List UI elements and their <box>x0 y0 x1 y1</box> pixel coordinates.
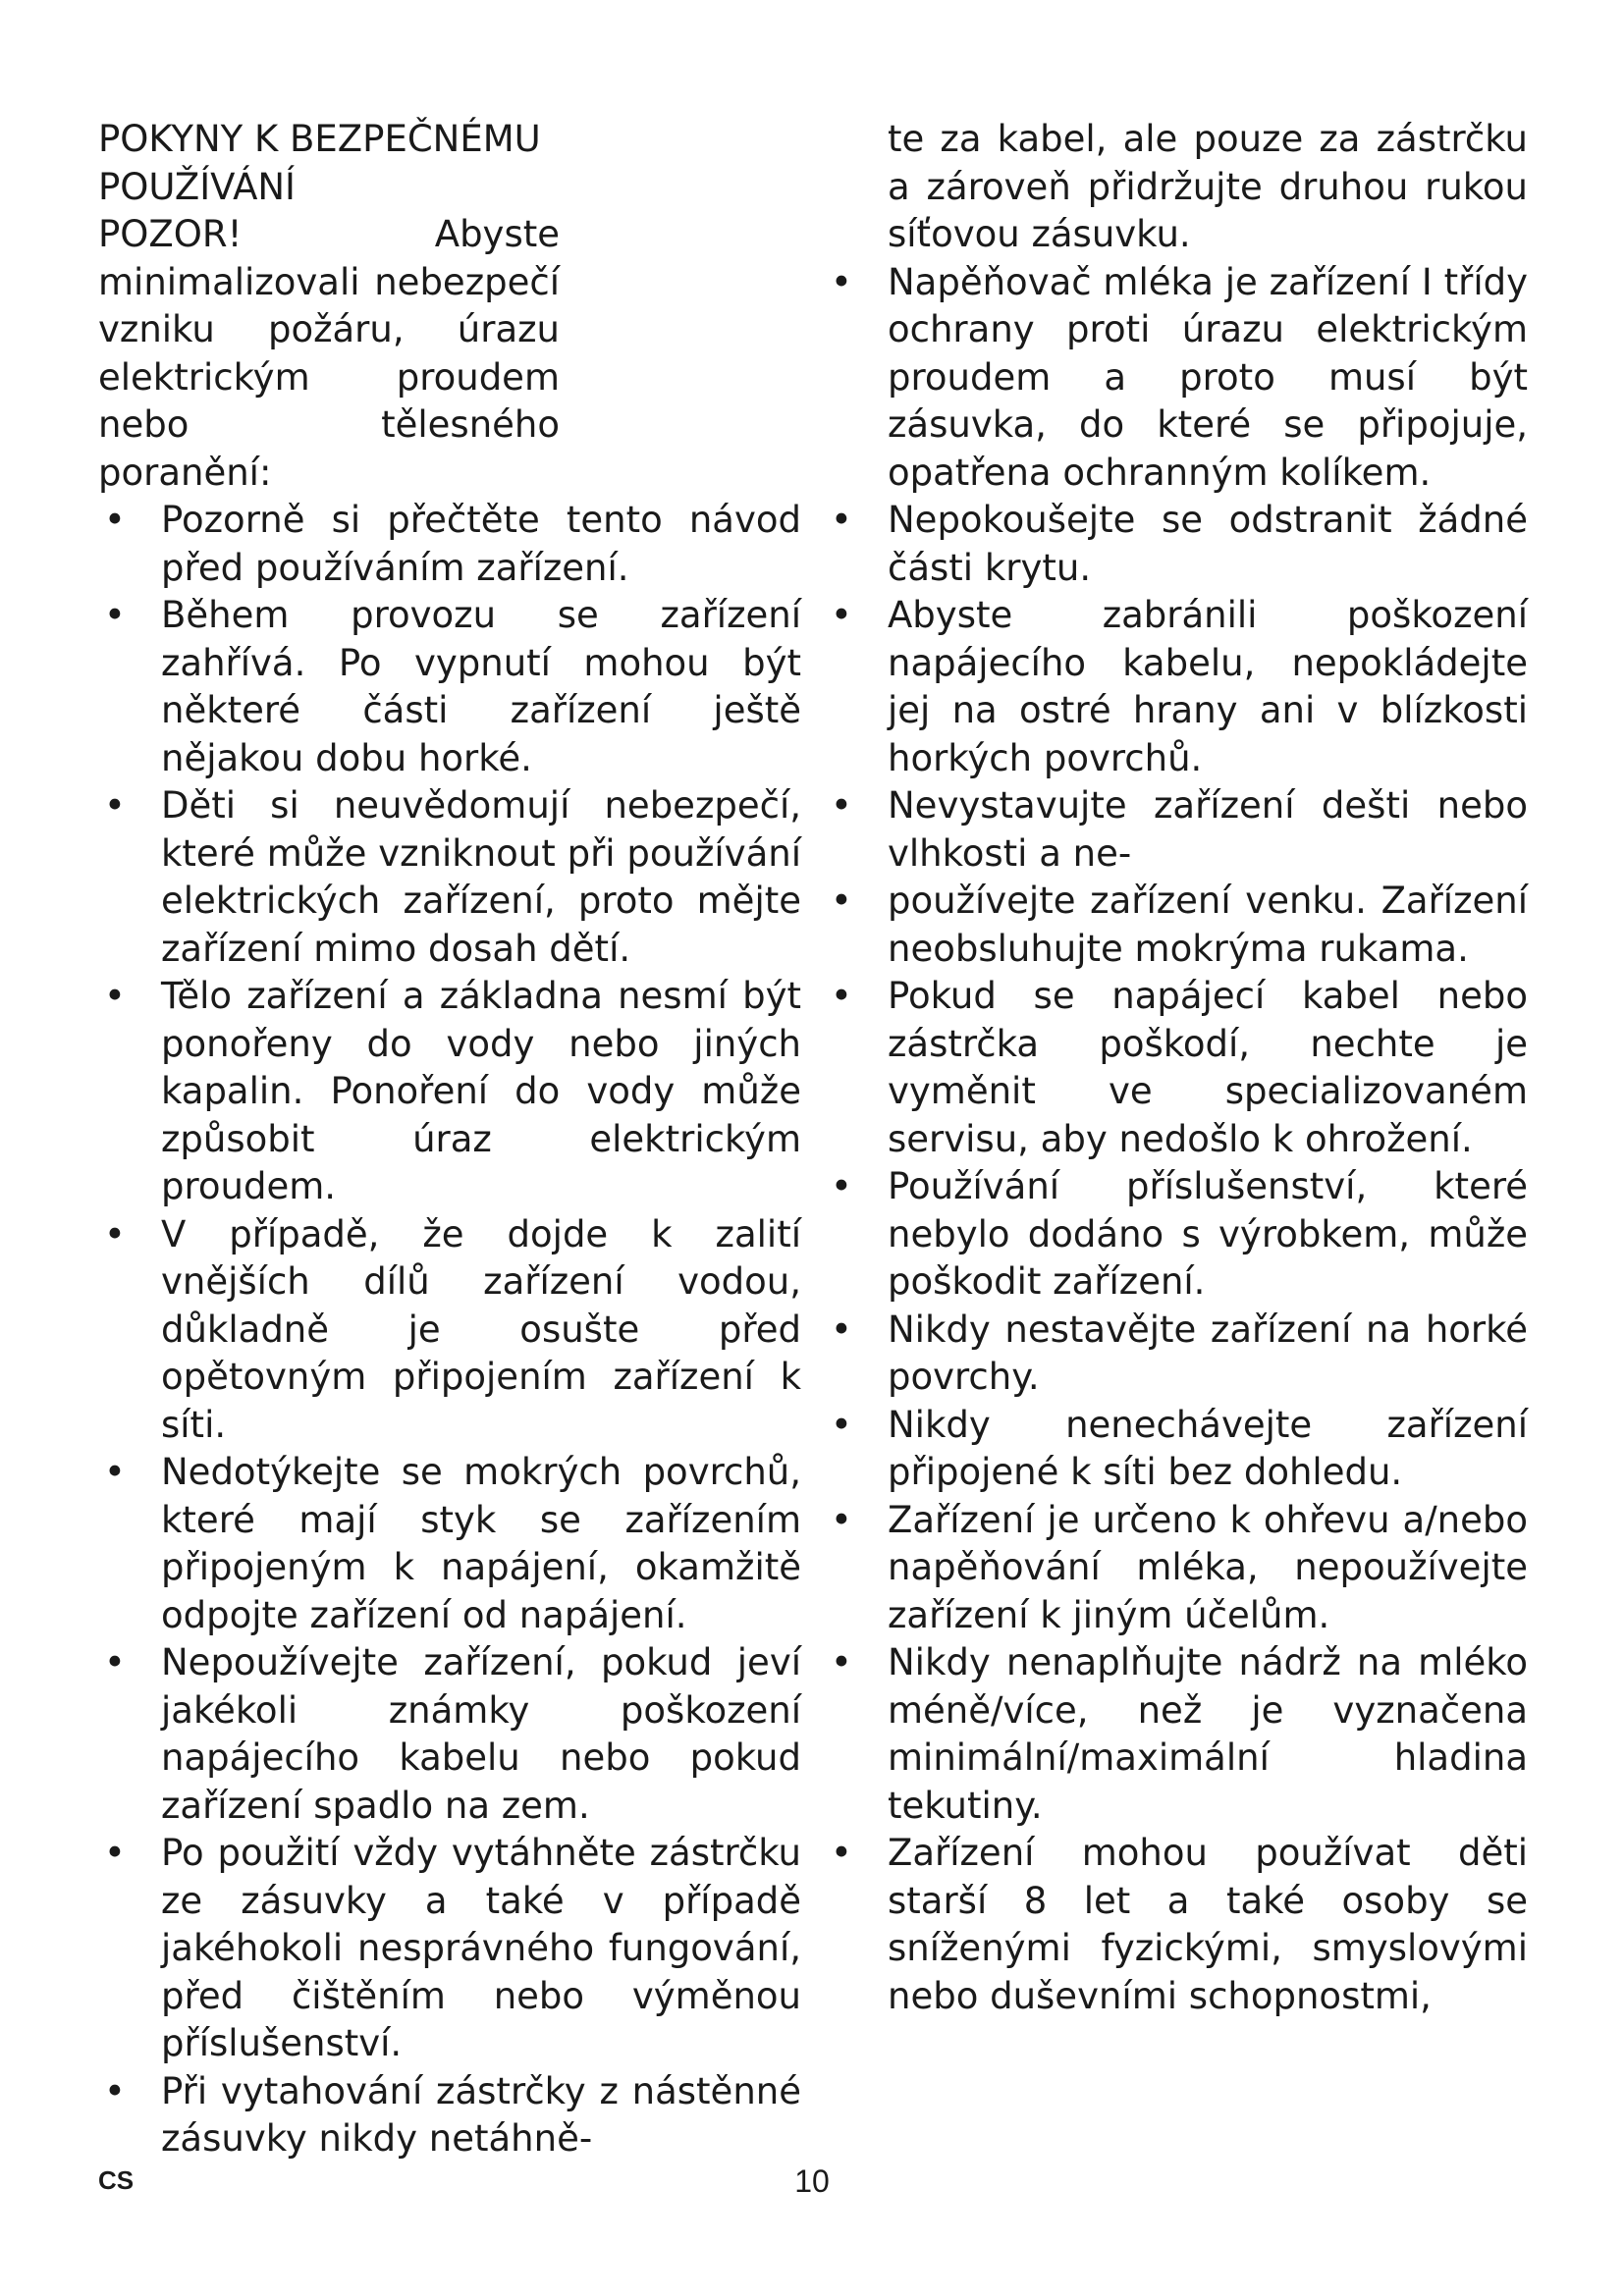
safety-list-right <box>825 116 1528 2020</box>
list-item: • Při vytahování zástrčky z nástěnné zásuvky nikdy netáhně- <box>98 2068 801 2163</box>
list-item: • Nikdy nenechávejte zařízení připojené k síti bez dohledu. <box>825 1402 1528 1497</box>
list-item: • Používání příslušenství, které nebylo dodáno s výrobkem, může poškodit zařízení. <box>825 1163 1528 1307</box>
list-item: • Pokud se napájecí kabel nebo zástrčka poškodí, nechte je vyměnit ve specializovaném servisu, aby nedošlo k ohrožení. <box>825 973 1528 1163</box>
list-item: • Nepokoušejte se odstranit žádné části krytu. <box>825 497 1528 592</box>
language-code: CS <box>98 2165 135 2195</box>
list-item: • Tělo zařízení a základna nesmí být ponořeny do vody nebo jiných kapalin. Ponoření do vody může způsobit úraz elektrickým proudem. <box>98 973 801 1211</box>
list-item: • Nikdy nenaplňujte nádrž na mléko méně/více, než je vyznačena minimální/maximální hladina tekutiny. <box>825 1639 1528 1830</box>
safety-list-left <box>98 497 801 2163</box>
list-item: • V případě, že dojde k zalití vnějších dílů zařízení vodou, důkladně je osušte před opětovným připojením zařízení k síti. <box>98 1211 801 1450</box>
list-item: • Děti si neuvědomují nebezpečí, které může vzniknout při používání elektrických zařízení, proto mějte zařízení mimo dosah dětí. <box>98 782 801 973</box>
warning-intro: POZOR! Abyste minimalizovali nebezpečí vzniku požáru, úrazu elektrickým proudem nebo tělesného poranění: <box>98 213 560 494</box>
list-item: • Napěňovač mléka je zařízení I třídy ochrany proti úrazu elektrickým proudem a proto musí být zásuvka, do které se připojuje, opatřena ochranným kolíkem. <box>825 259 1528 498</box>
left-column <box>98 116 801 2163</box>
list-item: • Zařízení je určeno k ohřevu a/nebo napěňování mléka, nepoužívejte zařízení k jiným účelům. <box>825 1497 1528 1640</box>
list-item: • Abyste zabránili poškození napájecího kabelu, nepokládejte jej na ostré hrany ani v blízkosti horkých povrchů. <box>825 592 1528 782</box>
list-item: • Nevystavujte zařízení dešti nebo vlhkosti a ne- <box>825 782 1528 878</box>
list-item: • Pozorně si přečtěte tento návod před používáním zařízení. <box>98 497 801 592</box>
section-heading: POKYNY K BEZPEČNÉMU POUŽÍVÁNÍ <box>98 118 541 208</box>
list-item-continuation: te za kabel, ale pouze za zástrčku a zároveň přidržujte druhou rukou síťovou zásuvku. <box>888 118 1528 255</box>
list-item: • Nikdy nestavějte zařízení na horké povrchy. <box>825 1307 1528 1402</box>
list-item: • Po použití vždy vytáhněte zástrčku ze zásuvky a také v případě jakéhokoli nesprávného fungování, před čištěním nebo výměnou příslušenství. <box>98 1830 801 2068</box>
list-item: • Během provozu se zařízení zahřívá. Po vypnutí mohou být některé části zařízení ještě nějakou dobu horké. <box>98 592 801 782</box>
list-item: • Zařízení mohou používat děti starší 8 let a také osoby se sníženými fyzickými, smyslovými nebo duševními schopnostmi, <box>825 1830 1528 2020</box>
page-number: 10 <box>794 2163 830 2199</box>
list-item: • Nepoužívejte zařízení, pokud jeví jakékoli známky poškození napájecího kabelu nebo pokud zařízení spadlo na zem. <box>98 1639 801 1830</box>
list-item: • používejte zařízení venku. Zařízení neobsluhujte mokrýma rukama. <box>825 878 1528 973</box>
list-item: • Nedotýkejte se mokrých povrchů, které mají styk se zařízením připojeným k napájení, okamžitě odpojte zařízení od napájení. <box>98 1449 801 1639</box>
right-column <box>825 116 1528 2020</box>
